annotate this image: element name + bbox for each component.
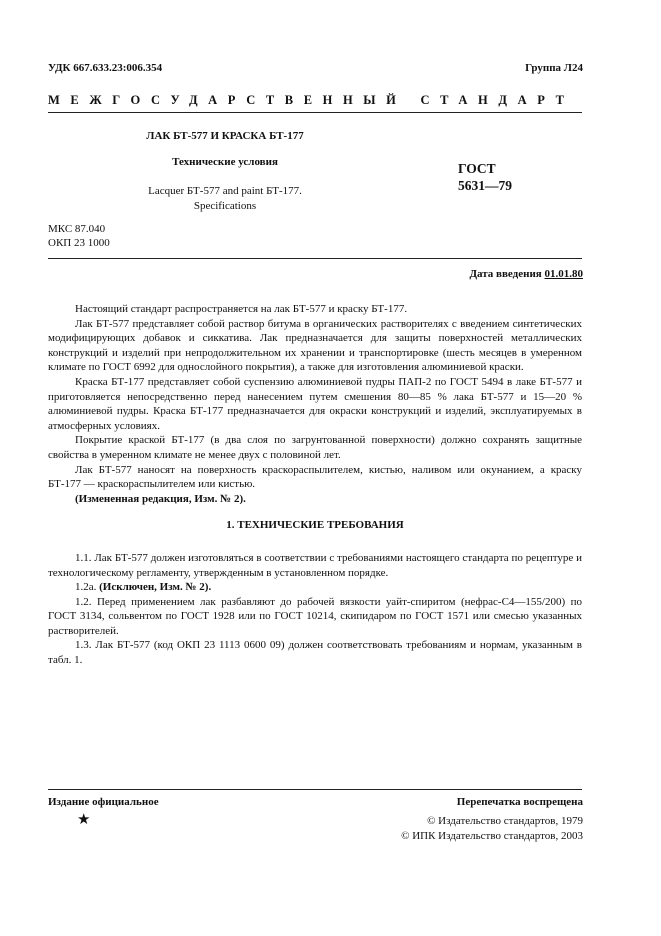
english-title-line-1: Lacquer БТ-577 and paint БТ-177.	[148, 185, 302, 197]
clause-1-2a-text: (Исключен, Изм. № 2).	[99, 581, 212, 594]
standard-type-word-1: МЕЖГОСУДАРСТВЕННЫЙ	[48, 93, 407, 107]
effective-date-label: Дата введения	[469, 268, 542, 280]
paragraph-paint: Краска БТ-177 представляет собой суспензию алюминиевой пудры ПАП-2 по ГОСТ 5494 в лаке БТ-577 и приготовляется непосредственно перед нанесением путем смешения 80—85 % лака БТ-577 и 15—20 % алюминиевой пудры. Краска БТ-177 предназначается для окраски конструкций и изделий, эксплуатируемых в атмосферных условиях.	[48, 375, 582, 432]
clause-1-3: 1.3. Лак БТ-577 (код ОКП 23 1113 0600 09) должен соответствовать требованиям и нормам, указанным в табл. 1.	[48, 639, 582, 667]
footer-rule	[48, 789, 582, 790]
paragraph-scope: Настоящий стандарт распространяется на лак БТ-577 и краску БТ-177.	[75, 303, 408, 315]
reprint-prohibited: Перепечатка воспрещена	[456, 796, 583, 808]
standard-type-word-2: СТАНДАРТ	[420, 93, 575, 107]
gost-designation	[458, 160, 512, 194]
clause-1-2: 1.2. Перед применением лак разбавляют до рабочей вязкости уайт-спиритом (нефрас-С4—155/200) по ГОСТ 3134, сольвентом по ГОСТ 1928 или по ГОСТ 10214, скипидаром по ГОСТ 1571 или смесью указанных растворителей.	[48, 595, 582, 637]
official-edition: Издание официальное	[48, 796, 159, 808]
copyright-1979: © Издательство стандартов, 1979	[427, 815, 583, 827]
english-title-line-2: Specifications	[193, 200, 257, 212]
codes-rule	[48, 258, 582, 259]
star-icon: ★	[77, 812, 91, 828]
paragraph-coating: Покрытие краской БТ-177 (в два слоя по загрунтованной поверхности) должно сохранять защитные свойства в умеренном климате не менее двух с половиной лет.	[48, 434, 582, 461]
clause-1-2a-number: 1.2а.	[75, 581, 97, 594]
section-1-title: 1. ТЕХНИЧЕСКИЕ ТРЕБОВАНИЯ	[226, 519, 404, 532]
document-body	[48, 302, 582, 668]
standard-type-heading	[48, 93, 582, 108]
gost-label: ГОСТ	[458, 161, 496, 176]
document-title-english	[120, 184, 330, 214]
mks-code: МКС 87.040	[48, 223, 106, 235]
header-rule	[48, 112, 582, 113]
clause-1-1: 1.1. Лак БТ-577 должен изготовляться в соответствии с требованиями настоящего стандарта по рецептуре и технологическому регламенту, утвержденным в установленном порядке.	[48, 551, 582, 579]
effective-date-value: 01.01.80	[544, 268, 583, 280]
gost-number: 5631—79	[458, 178, 512, 193]
copyright-2003: © ИПК Издательство стандартов, 2003	[401, 830, 583, 842]
document-title: ЛАК БТ-577 И КРАСКА БТ-177	[146, 130, 304, 142]
amendment-note: (Измененная редакция, Изм. № 2).	[75, 492, 246, 505]
paragraph-application: Лак БТ-577 наносят на поверхность краскораспылителем, кистью, наливом или окунанием, а краску БТ-177 — краскораспылителем или кистью.	[48, 463, 582, 491]
effective-date	[469, 268, 583, 280]
group-code: Группа Л24	[525, 62, 583, 74]
document-subtitle: Технические условия	[172, 156, 278, 168]
okp-code: ОКП 23 1000	[48, 237, 110, 249]
classification-codes	[48, 222, 110, 250]
paragraph-lacquer: Лак БТ-577 представляет собой раствор битума в органических растворителях с введением синтетических модифицирующих добавок и сиккатива. Лак предназначается для защиты поверхностей металлических конструкций и изделий при непродолжительном их хранении и транспортировке (шесть месяцев в умеренном климате по ГОСТ 6992 для однослойного покрытия), а также для изготовления алюминиевой краски.	[48, 317, 582, 374]
clause-1-2a	[48, 580, 582, 595]
copyright-block	[401, 814, 583, 844]
udk-code: УДК 667.633.23:006.354	[48, 62, 163, 74]
